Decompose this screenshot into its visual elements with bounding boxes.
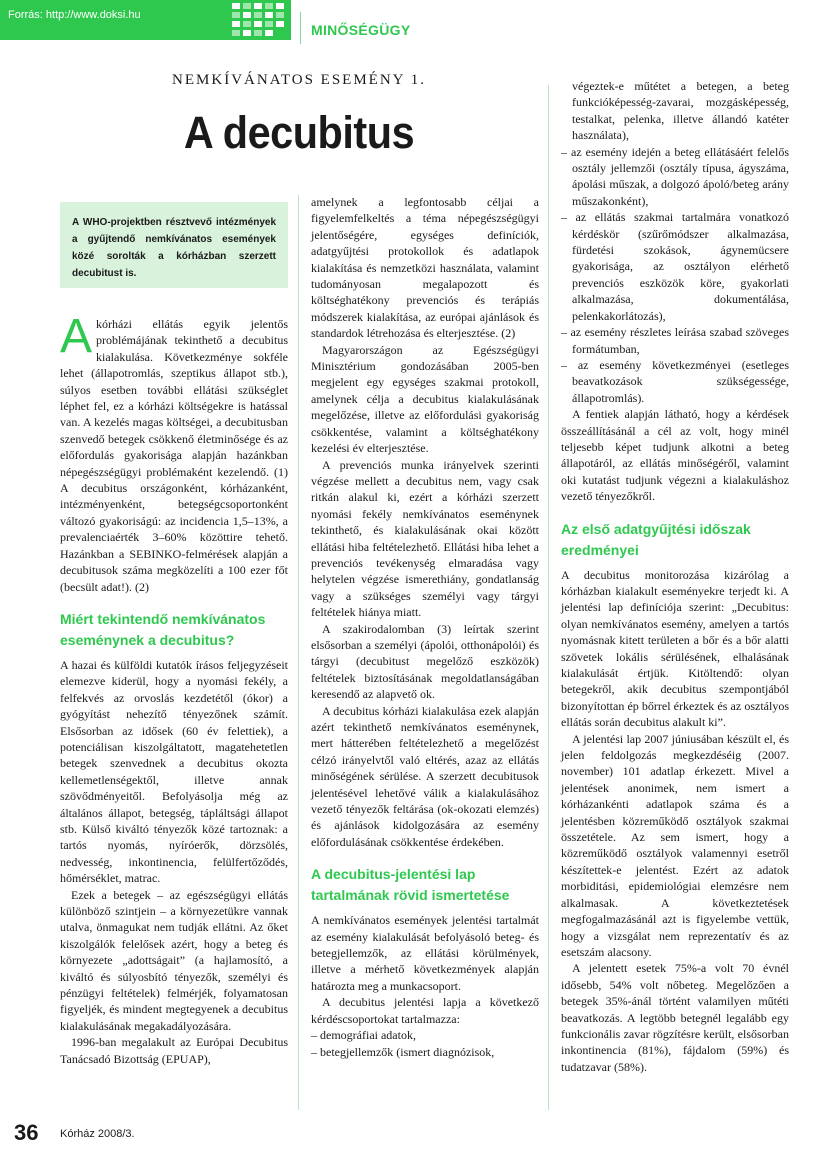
paragraph: A fentiek alapján látható, hogy a kérdések összeállításánál a cél az volt, hogy minél teljesebb képet tudjunk alkotni a beteg állapotáról, az ellátás minőségéről, valamint oki kutatást tudjunk végezni a kialakuláshoz vezető tényezőkről. [561, 407, 789, 504]
paragraph: Ezek a betegek – az egészségügyi ellátás különböző szintjein – a környezetükre vannak utalva, önmagukat nem tudják ellátni. Az őket kiszolgálók felelősek azért, hogy a beteg és környezete „adottságait” (a hajlamosító, a kiváltó és súlyosbító tényezők, személyi és pénzügyi feltételek) felmérjék, folyamatosan figyeljék, és mindent megtegyenek a decubitus kialakulásának megakadályozására. [60, 887, 288, 1033]
source-text: Forrás: http://www.doksi.hu [8, 9, 141, 21]
paragraph: A decubitus jelentési lapja a következő kérdéscsoportokat tartalmazza: [311, 995, 539, 1026]
header-divider [300, 12, 301, 44]
paragraph: Magyarországon az Egészségügyi Minisztérium gondozásában 2005-ben megjelent egy egységes szakmai protokoll, amelynek célja a decubitus kialakulásának megelőzése, illetve az előfordulási gyakoriság csökkentése, valamint a költséghatékony kezelési év elterjesztése. [311, 342, 539, 456]
list-item: – betegjellemzők (ismert diagnózisok, [311, 1044, 495, 1059]
column-rule-2 [548, 85, 549, 1110]
source-banner [0, 0, 229, 40]
mosaic-decoration [229, 0, 291, 40]
lead-box [60, 202, 288, 288]
column-rule-1 [298, 195, 299, 1110]
page-number: 36 [14, 1120, 39, 1145]
list-item: – az ellátás szakmai tartalmára vonatkozó kérdéskör (szűrőmódszer alkalmazása, fürdetési szokások, ágynemücsere gyakorisága, az osztályon elérhető prevenciós eszközök köre, gyakorlati alkalmazása, dokumentálása, pelenkakorlátozás), [561, 210, 789, 323]
list-item: végeztek-e műtétet a betegen, a beteg funkcióképesség-zavarai, mozgásképesség, testalkat, pelenka, illetve állandó katéter használata), [572, 79, 789, 143]
heading-first-period-results: Az első adatgyűjtési időszak eredményei [561, 520, 751, 558]
journal-issue: Kórház 2008/3. [60, 1128, 135, 1140]
list-item: – demográfiai adatok, [311, 1028, 416, 1043]
intro-paragraph: A kórházi ellátás egyik jelentős problémájának tekinthető a decubitus kialakulása. Következménye sokféle lehet (állapotromlás, szeptikus állapot stb.), súlyos esetben további ellátási szükséglet léphet fel, ez a kórházi költségekre is hatással van. A kezelés magas költségei, a decubitusban szenvedő betegek csökkenő életminősége és az előfordulás gyakorisága alapján hazánkban népegészségügyi problémaként kezelendő. (1) A decubitus országonként, kórházanként, intézményenként, betegségcsoportonként változó gyakoriságú: az incidencia 1,5–13%, a prevalenciaérték 3–60% közöttire tehető. Hazánkban a SEBINKO-felmérések alapján a decubitusok száma megközelíti a 100 ezer főt (becsült adat!). (2) [60, 310, 288, 594]
paragraph: A decubitus kórházi kialakulása ezek alapján azért tekinthető nemkívánatos eseménynek, mert hátterében feltételezhető a megelőzést célzó irányelvtől való eltérés, azaz az ellátás minőségének sérülése. A szerzett decubitusok jelentésével lehetővé válik a kialakulásához vezető tényezők feltárása (ok-okozati elemzés) és ajánlások kidolgozására az esemény előfordulásának csökkentése érdekében. [311, 703, 539, 849]
list-item: – az esemény következményei (esetleges beavatkozások szükségessége, állapotromlás). [561, 357, 789, 405]
article-title: A decubitus [183, 107, 415, 158]
column-2 [311, 194, 539, 1060]
heading-report-form-content: A decubitus-jelentési lap tartalmának rövid ismertetése [311, 866, 510, 904]
drop-cap: A [60, 310, 93, 363]
heading-why-adverse-event: Miért tekintendő nemkívánatos eseménynek a decubitus? [60, 610, 266, 648]
list-item: – az esemény részletes leírása szabad szöveges formátumban, [561, 325, 789, 356]
paragraph: A nemkívánatos események jelentési tartalmát az esemény kialakulását befolyásoló beteg- és betegjellemzők, az ellátási körülmények, illetve a mérhető következmények alapján határozta meg a munkacsoport. [311, 913, 539, 993]
paragraph: A prevenciós munka irányelvek szerinti végzése mellett a decubitus nem, vagy csak ritkán alakul ki, ezért a kórházi szerzett nyomási fekély nemkívánatos eseménynek tekinthető, és kialakulásának okai között ellátási hiba feltételezhető. Ellátási hiba lehet a prevenciós tevékenység elmaradása vagy helytelen végzése ismerethiány, gondatlanság vagy a szükséges személyi vagy tárgyi feltételek hiánya miatt. [311, 457, 539, 620]
column-3 [561, 78, 789, 1075]
paragraph: A jelentett esetek 75%-a volt 70 évnél idősebb, 54% volt nőbeteg. Megelőzően a betegek 35%-ánál történt valamilyen műtéti beavatkozás. A legtöbb betegnél legalább egy funkcionális zavar rögzítésre került, elsősorban inkontinencia (81%), fájdalom (59%) és tudatzavar (58%). [561, 961, 789, 1074]
question-group-list [311, 1027, 539, 1060]
paragraph: A hazai és külföldi kutatók írásos feljegyzéseit elemezve kiderül, hogy a nyomási fekély, a felfekvés az orvoslás kezdetétől (ókor) a gyógyítást nehezítő tényezőnek számít. Elsősorban az idősek (60 év felettiek), a potenciálisan kiszolgáltatott, magatehetetlen betegek szenvednek a decubitus okozta kellemetlenségektől, illetve annak szövődményeitől. Befolyásolja még az általános állapot, betegség, tápláltsági állapot stb. Külső kiváltó tényezők közé tartoznak: a tartós nyomás, nyíróerők, dörzsölés, nedvesség, inkontinencia, felülfertőződés, hőmérséklet, matrac. [60, 657, 288, 886]
paragraph: amelynek a legfontosabb céljai a figyelemfelkeltés a téma népegészségügyi jelentőségére, egységes definíciók, adatgyűjtési protokollok és adatlapok kialakítása és nemzetközi használata, valamint tudományosan megalapozott és költséghatékony prevenciós és terápiás módszerek kialakítása, az európai ajánlások és standardok létrehozása és elterjesztése. (2) [311, 195, 539, 341]
list-item: – az esemény idején a beteg ellátásáért felelős osztály jellemzői (osztály típusa, ágyszáma, ápolási műszak, a dolgozó ápoló/beteg arány műszakonként), [561, 144, 789, 208]
section-label: MINŐSÉGÜGY [311, 22, 411, 38]
paragraph: A jelentési lap 2007 júniusában készült el, és jelen feldolgozás megkezdéséig (2007. november) 101 adatlap érkezett. Mivel a jelentések anonimek, nem ismert a kórházankénti adatlapok száma és a jelentésben közreműködő osztályok szakmai összetétele. Az sem ismert, hogy a közreműködő osztályok valamennyi esetről készítettek-e jelentést. Ezért az adatok morbiditási, epidemiológiai elemzésre nem alkalmasak. A következtetések megfogalmazásánál azt is figyelembe vettük, hogy a vizsgálat nem reprezentatív és az esetszám alacsony. [561, 731, 789, 959]
paragraph: 1996-ban megalakult az Európai Decubitus Tanácsadó Bizottság (EPUAP), [60, 1035, 288, 1066]
article-series: NEMKÍVÁNATOS ESEMÉNY 1. [172, 72, 426, 88]
paragraph: A decubitus monitorozása kizárólag a kórházban kialakult eseményekre terjedt ki. A jelentési lap definíciója szerint: „Decubitus: olyan nemkívánatos esemény, amelyen a tartós nyomásnak kitett területen a bőr és a bőr alatti szövetek lokális sérülésének, elhalásának kialakulását értjük. Kitöltendő: olyan betegekről, akik decubitus szempontjából bizonyítottan ép bőrrel érkeztek és az osztályos ellátás során decubitus alakult ki”. [561, 567, 789, 730]
paragraph: A szakirodalomban (3) leírtak szerint elsősorban a személyi (ápolói, otthonápolói) és tárgyi (decubitust megelőző eszközök) feltételek biztosításának megoldatlanságában keresendő az alapvető ok. [311, 621, 539, 702]
question-group-list-continued [561, 78, 789, 406]
column-1 [60, 310, 288, 1067]
lead-text: A WHO-projektben résztvevő intézmények a gyűjtendő nemkívánatos események közé sorolták a kórházban szerzett decubitust is. [72, 217, 276, 279]
